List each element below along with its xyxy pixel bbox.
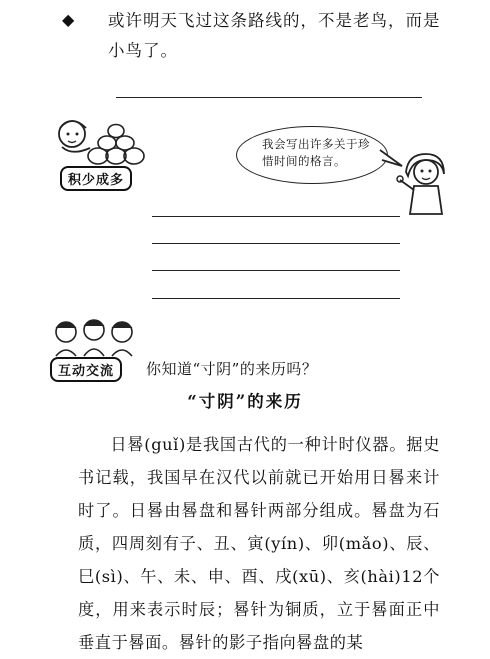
speech-bubble-text: 我会写出许多关于珍惜时间的格言。 (262, 137, 370, 168)
section-badge-accumulate: 积少成多 (60, 166, 132, 191)
kids-illustration-icon (46, 112, 156, 174)
example-sentence: 或许明天飞过这条路线的，不是老鸟，而是小鸟了。 (108, 11, 441, 60)
girl-illustration-icon (396, 150, 454, 216)
section-question: 你知道“寸阴”的来历吗？ (146, 360, 318, 378)
article-title: “寸阴”的来历 (187, 392, 303, 411)
bullet-diamond-icon: ◆ (62, 10, 75, 29)
writing-line (152, 216, 400, 217)
article-body (78, 428, 440, 659)
section-badge-interact: 互动交流 (50, 357, 122, 382)
writing-line (152, 270, 400, 271)
writing-line (152, 298, 400, 299)
writing-line (152, 243, 400, 244)
writing-line (116, 97, 422, 98)
group-kids-illustration-icon (50, 316, 140, 358)
article-paragraph: 日晷(guǐ)是我国古代的一种计时仪器。据史书记载，我国早在汉代以前就已开始用日晷来计时了。日晷由晷盘和晷针两部分组成。晷盘为石质，四周刻有子、丑、寅(yín)、卯(mǎo)、辰、巳(sì)、午、未、申、酉、戌(xū)、亥(hài)12个度，用来表示时辰；晷针为铜质，立于晷面正中垂直于晷面。晷针的影子指向晷盘的某 (78, 435, 440, 652)
